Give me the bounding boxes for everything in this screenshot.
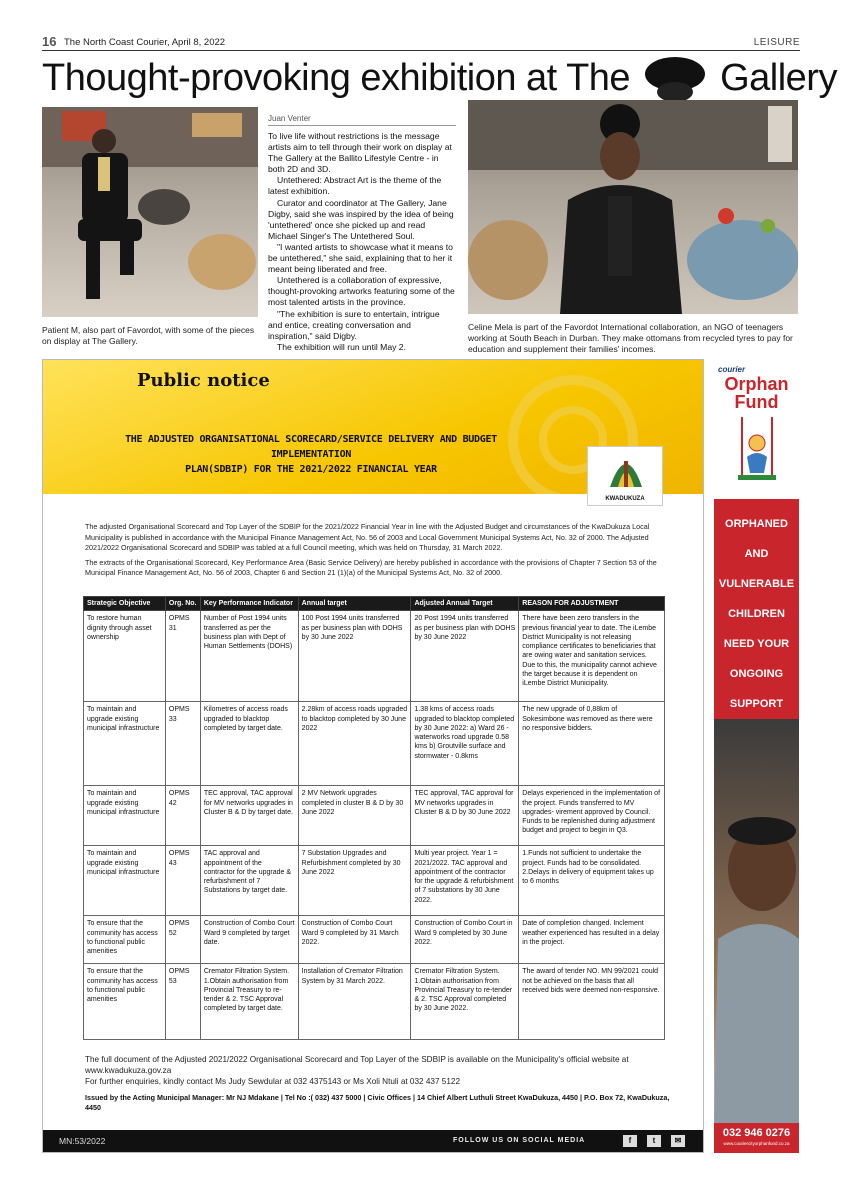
table-cell: Construction of Combo Court Ward 9 completed by target date. [200,916,298,964]
table-cell: The award of tender NO. MN 99/2021 could not be achieved on the basis that all received bids were deemed non-responsive. [519,964,665,1040]
article-paragraph: Untethered: Abstract Art is the theme of the latest exhibition. [268,175,442,197]
kwadukuza-logo [587,446,663,506]
issued-by: Issued by the Acting Municipal Manager: Mr NJ Mdakane | Tel No :( 032) 437 5000 | Civic Offices | 14 Chief Albert Luthuli Street KwaDukuza, 4450 | P.O. Box 72, KwaDukuza, 4450 [85,1093,670,1112]
notice-footer-bar [43,1130,703,1152]
section-label: LEISURE [753,37,800,48]
ad-slogan [714,509,799,719]
col-header: Strategic Objective [84,597,166,611]
table-cell: Construction of Combo Court Ward 9 completed by 31 March 2022. [298,916,411,964]
table-cell: 7 Substation Upgrades and Refurbishment completed by 30 June 2022 [298,846,411,916]
photo-patient-m [42,107,258,317]
intro-paragraph: The adjusted Organisational Scorecard and Top Layer of the SDBIP for the 2021/2022 Financial Year in line with the Adjusted Budget and circumstances of the KwaDukuza Local Municipality is published in accordance with the Municipal Finance Management Act, No. 56 of 2003 and Local Government Municipal Systems Act, No. 32 of 2000. The Adjusted 2021/2022 Organisational Scorecard and SDBIP was tabled at a full Council meeting, which was held on Thursday, 31 March 2022. [85,522,650,553]
table-row [84,786,665,846]
table-cell: Delays experienced in the implementation of the project. Funds transferred to MV upgrades- virement approved by Council. Funds to be replenished during adjustment budget and project to begin in Q3. [519,786,665,846]
table-cell: 1.Funds not sufficient to undertake the project. Funds had to be consolidated. 2.Delays in delivery of equipment takes up to 6 months [519,846,665,916]
scorecard-table [83,596,665,1040]
ad-child-photo [714,719,799,1123]
table-cell: Construction of Combo Court in Ward 9 completed by 30 June 2022. [411,916,519,964]
table-cell: OPMS 53 [165,964,200,1040]
table-cell: Cremator Filtration System. 1.Obtain authorisation from Provincial Treasury to re-tender & 2. TSC Approval completed by target date. [200,964,298,1040]
ad-slogan-line: AND [744,548,769,560]
article-body [268,131,456,353]
paper-date-line: The North Coast Courier, April 8, 2022 [64,37,226,48]
headline-part1: Thought-provoking exhibition at The [42,57,631,99]
footer-enquiries-line: For further enquiries, kindly contact Ms Judy Sewdular at 032 4375143 or Ms Xoli Ntuli at 032 437 5122 [85,1077,461,1086]
byline: Juan Venter [268,114,456,126]
table-cell: To maintain and upgrade existing municipal infrastructure [84,702,166,786]
table-cell: To restore human dignity through asset ownership [84,611,166,702]
headline-part2: Gallery [720,57,837,99]
table-cell: To ensure that the community has access to functional public amenities [84,964,166,1040]
table-cell: TAC approval and appointment of the contractor for the upgrade & refurbishment of 7 Substations by target date. [200,846,298,916]
table-cell: The new upgrade of 0,88km of Sokesimbone was removed as there were no responsive bidders. [519,702,665,786]
caption-photo1: Patient M, also part of Favordot, with some of the pieces on display at The Gallery. [42,325,255,346]
table-cell: OPMS 52 [165,916,200,964]
photo-celine-mela [468,100,798,314]
table-cell: 100 Post 1994 units transferred as per business plan with DOHS by 30 June 2022 [298,611,411,702]
col-header: REASON FOR ADJUSTMENT [519,597,665,611]
footer-website-line: The full document of the Adjusted 2021/2022 Organisational Scorecard and Top Layer of the SDBIP is available on the Municipality's official website at www.kwadukuza.gov.za [85,1055,629,1075]
article-paragraph: "The exhibition is sure to entertain, intrigue and entice, creating conversation and inspiration," said Digby. [268,308,440,341]
logo-label: KWADUKUZA [605,496,645,502]
ad-courier-label: courier [718,365,746,374]
table-cell: 20 Post 1994 units transferred as per business plan with DOHS by 30 June 2022 [411,611,519,702]
notice-reference: MN:53/2022 [59,1136,106,1146]
ad-top-panel [714,359,799,499]
table-cell: There have been zero transfers in the previous financial year to date. The iLembe District Municipality is not releasing compliance certificates to beneficiaries that are owing water and sanitation services. Due to this, the municipality cannot achieve the target because it is dependent on iLembe District Municipality. [519,611,665,702]
table-row [84,964,665,1040]
facebook-icon: f [623,1135,637,1147]
ad-brand [716,375,797,411]
page-number: 16 [42,34,57,49]
article-paragraph: Untethered is a collaboration of expressive, thought-provoking artworks featuring some of the most talented artists in the province. [268,275,455,308]
ad-phone: 032 946 0276 [722,1127,791,1139]
notice-title: Public notice [137,370,270,391]
notice-footer-note [85,1054,685,1087]
table-cell: TEC approval, TAC approval for MV networks upgrades in Cluster B & D by target date. [200,786,298,846]
table-row [84,916,665,964]
table-cell: OPMS 33 [165,702,200,786]
table-cell: Number of Post 1994 units transferred as per the business plan with Dept of Human Settlements (DOHS) [200,611,298,702]
ad-slogan-line: ONGOING [729,668,784,680]
orphan-fund-ad [714,359,799,1153]
table-cell: TEC approval, TAC approval for MV networks upgrades in Cluster B & D by 30 June 2022 [411,786,519,846]
table-cell: 2.28km of access roads upgraded to blacktop completed by 30 June 2022 [298,702,411,786]
table-cell: Cremator Filtration System. 1.Obtain authorisation from Provincial Treasury to re-tender & 2. TSC Approval completed by 30 June 2022. [411,964,519,1040]
notice-heading-line2: PLAN(SDBIP) FOR THE 2021/2022 FINANCIAL YEAR [185,464,437,475]
notice-heading [101,432,521,477]
col-header: Org. No. [165,597,200,611]
child-swing-icon [732,417,782,495]
social-label: FOLLOW US ON SOCIAL MEDIA [453,1137,586,1144]
ad-brand-line2: Fund [734,392,779,412]
table-cell: 1.38 kms of access roads upgraded to blacktop completed by 30 June 2022: a) Ward 26 - waterworks road upgrade 0.58 kms b) Groutville surface and stormwater - 0.8kms [411,702,519,786]
table-cell: OPMS 42 [165,786,200,846]
twitter-icon: t [647,1135,661,1147]
article-paragraph: To live life without restrictions is the message artists aim to tell through their work on display at The Gallery at the Ballito Lifestyle Centre - in both 2D and 3D. [268,131,452,175]
table-cell: Kilometres of access roads upgraded to blacktop completed by target date. [200,702,298,786]
article-paragraph: "I wanted artists to showcase what it means to be untethered," she said, explaining that to her it meant being liberated and free. [268,241,453,275]
intro-paragraph: The extracts of the Organisational Scorecard, Key Performance Area (Basic Service Delivery) are hereby published in accordance with the provisions of Chapter 7 Section 53 of the Municipal Finance Management Act, No. 56 of 2003, Chapter 6 and Section 21 (1)(a) of the Municipal Systems Act, No. 32 of 2000. [85,557,657,578]
ad-slogan-line: CHILDREN [728,608,785,620]
ad-brand-line1: Orphan [724,374,789,394]
caption-photo2: Celine Mela is part of the Favordot International collaboration, an NGO of teenagers working at South Beach in Durban. They make ottomans from recycled tyres to pay for education and supplement their families' incomes. [468,322,793,354]
ad-slogan-line: SUPPORT [729,698,784,710]
table-cell: To ensure that the community has access to functional public amenities [84,916,166,964]
table-cell: Date of completion changed. Inclement weather experienced has resulted in a delay in the project. [519,916,665,964]
article-paragraph: Curator and coordinator at The Gallery, Jane Digby, said she was inspired by the idea of being 'untethered' once she picked up and read Michael Singer's The Untethered Soul. [268,197,454,241]
table-row [84,702,665,786]
public-notice [42,359,704,1153]
headline [42,56,837,100]
table-row [84,611,665,702]
header-rule [42,50,800,51]
email-icon: ✉ [671,1135,685,1147]
table-cell: 2 MV Network upgrades completed in cluster B & D by 30 June 2022 [298,786,411,846]
notice-heading-line1: THE ADJUSTED ORGANISATIONAL SCORECARD/SERVICE DELIVERY AND BUDGET IMPLEMENTATION [125,434,497,460]
table-cell: To maintain and upgrade existing municipal infrastructure [84,786,166,846]
table-cell: Installation of Cremator Filtration System by 31 March 2022. [298,964,411,1040]
table-cell: Multi year project. Year 1 = 2021/2022. TAC approval and appointment of the contractor for the upgrade & refurbishment of 7 substations by 30 June 2022. [411,846,519,916]
col-header: Annual target [298,597,411,611]
notice-intro [85,522,665,583]
table-cell: OPMS 31 [165,611,200,702]
ad-slogan-line: ORPHANED [725,518,788,530]
col-header: Adjusted Annual Target [411,597,519,611]
ad-slogan-line: VULNERABLE [718,578,795,590]
table-row [84,846,665,916]
ad-website: www.couriercityorphanfund.co.za [723,1141,790,1146]
gallery-logo-mark [640,56,710,100]
ad-slogan-line: NEED YOUR [723,638,790,650]
article-paragraph: The exhibition will run until May 2. [277,341,406,352]
col-header: Key Performance Indicator [200,597,298,611]
table-header-row [84,597,665,611]
table-cell: OPMS 43 [165,846,200,916]
table-cell: To maintain and upgrade existing municipal infrastructure [84,846,166,916]
